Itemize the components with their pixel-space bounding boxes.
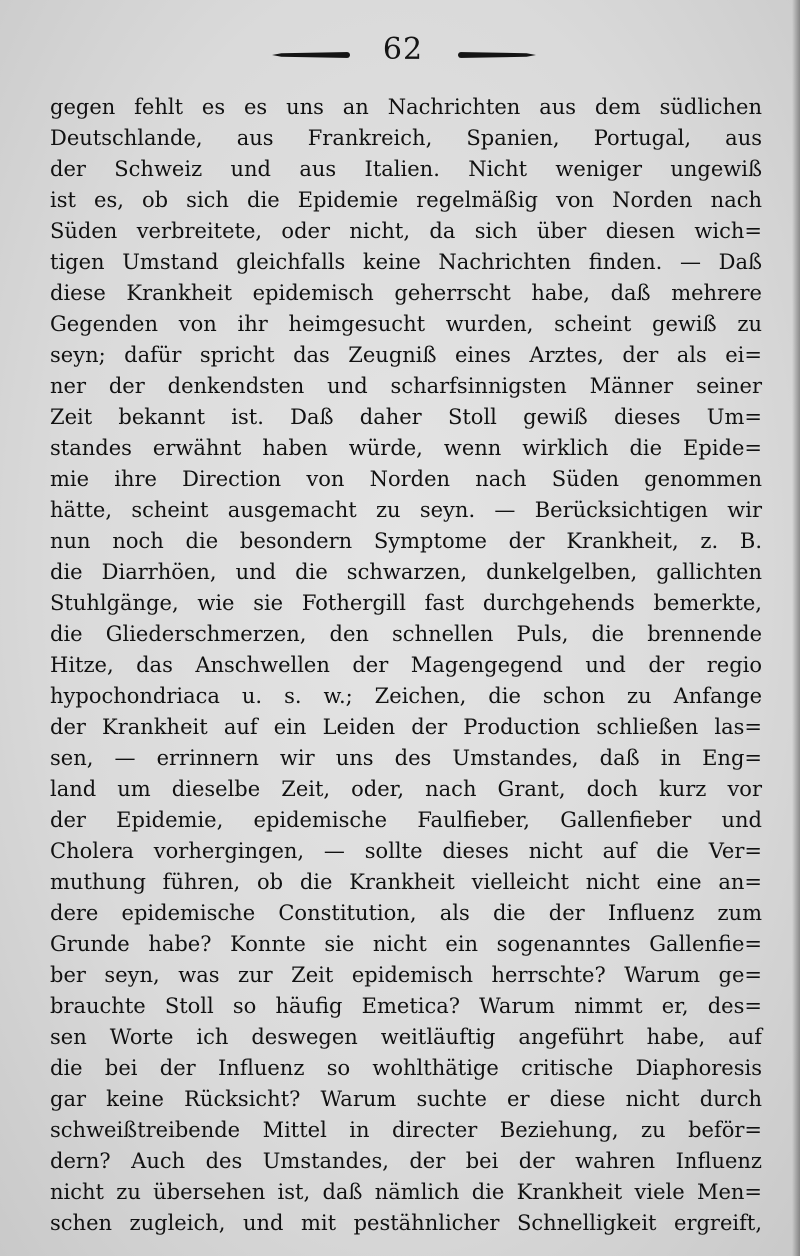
text-line: Süden verbreitete, oder nicht, da sich über diesen wich=	[50, 219, 762, 243]
page-header	[0, 30, 800, 80]
text-line: seyn; dafür spricht das Zeugniß eines Arztes, der als ei=	[50, 343, 762, 367]
text-line: tigen Umstand gleichfalls keine Nachrichten finden. — Daß	[50, 250, 762, 274]
text-line: Hitze, das Anschwellen der Magengegend und der regio	[50, 653, 762, 677]
header-rule-left	[272, 52, 350, 58]
text-line: ner der denkendsten und scharfsinnigsten Männer seiner	[50, 374, 762, 398]
text-line: Stuhlgänge, wie sie Fothergill fast durchgehends bemerkte,	[50, 591, 762, 615]
text-line: hypochondriaca u. s. w.; Zeichen, die schon zu Anfange	[50, 684, 762, 708]
text-line: Gegenden von ihr heimgesucht wurden, scheint gewiß zu	[50, 312, 762, 336]
text-line: hätte, scheint ausgemacht zu seyn. — Berücksichtigen wir	[50, 498, 762, 522]
text-line: schen zugleich, und mit pestähnlicher Schnelligkeit ergreift,	[50, 1211, 762, 1235]
text-line: Zeit bekannt ist. Daß daher Stoll gewiß dieses Um=	[50, 405, 762, 429]
text-line: der Epidemie, epidemische Faulfieber, Gallenfieber und	[50, 808, 762, 832]
text-line: nun noch die besondern Symptome der Krankheit, z. B.	[50, 529, 762, 553]
body-text	[50, 92, 762, 1239]
text-line: ber seyn, was zur Zeit epidemisch herrschte? Warum ge=	[50, 963, 762, 987]
text-line: ist es, ob sich die Epidemie regelmäßig von Norden nach	[50, 188, 762, 212]
text-line: sen, — errinnern wir uns des Umstandes, daß in Eng=	[50, 746, 762, 770]
text-line: land um dieselbe Zeit, oder, nach Grant, doch kurz vor	[50, 777, 762, 801]
text-line: der Schweiz und aus Italien. Nicht weniger ungewiß	[50, 157, 762, 181]
text-line: muthung führen, ob die Krankheit vielleicht nicht eine an=	[50, 870, 762, 894]
text-line: dern? Auch des Umstandes, der bei der wahren Influenz	[50, 1149, 762, 1173]
text-line: der Krankheit auf ein Leiden der Production schließen las=	[50, 715, 762, 739]
header-rule-right	[458, 52, 536, 58]
text-line: gegen fehlt es es uns an Nachrichten aus dem südlichen	[50, 95, 762, 119]
text-line: mie ihre Direction von Norden nach Süden genommen	[50, 467, 762, 491]
text-line: die bei der Influenz so wohlthätige critische Diaphoresis	[50, 1056, 762, 1080]
text-line: brauchte Stoll so häufig Emetica? Warum nimmt er, des=	[50, 994, 762, 1018]
text-line: nicht zu übersehen ist, daß nämlich die Krankheit viele Men=	[50, 1180, 762, 1204]
text-line: schweißtreibende Mittel in directer Beziehung, zu beför=	[50, 1118, 762, 1142]
text-line: diese Krankheit epidemisch geherrscht habe, daß mehrere	[50, 281, 762, 305]
text-line: die Diarrhöen, und die schwarzen, dunkelgelben, gallichten	[50, 560, 762, 584]
text-line: Cholera vorhergingen, — sollte dieses nicht auf die Ver=	[50, 839, 762, 863]
text-line: Grunde habe? Konnte sie nicht ein sogenanntes Gallenfie=	[50, 932, 762, 956]
text-line: Deutschlande, aus Frankreich, Spanien, Portugal, aus	[50, 126, 762, 150]
text-line: gar keine Rücksicht? Warum suchte er diese nicht durch	[50, 1087, 762, 1111]
text-line: sen Worte ich deswegen weitläuftig angeführt habe, auf	[50, 1025, 762, 1049]
text-line: dere epidemische Constitution, als die der Influenz zum	[50, 901, 762, 925]
page-number: 62	[382, 32, 424, 67]
text-line: die Gliederschmerzen, den schnellen Puls, die brennende	[50, 622, 762, 646]
text-line: standes erwähnt haben würde, wenn wirklich die Epide=	[50, 436, 762, 460]
